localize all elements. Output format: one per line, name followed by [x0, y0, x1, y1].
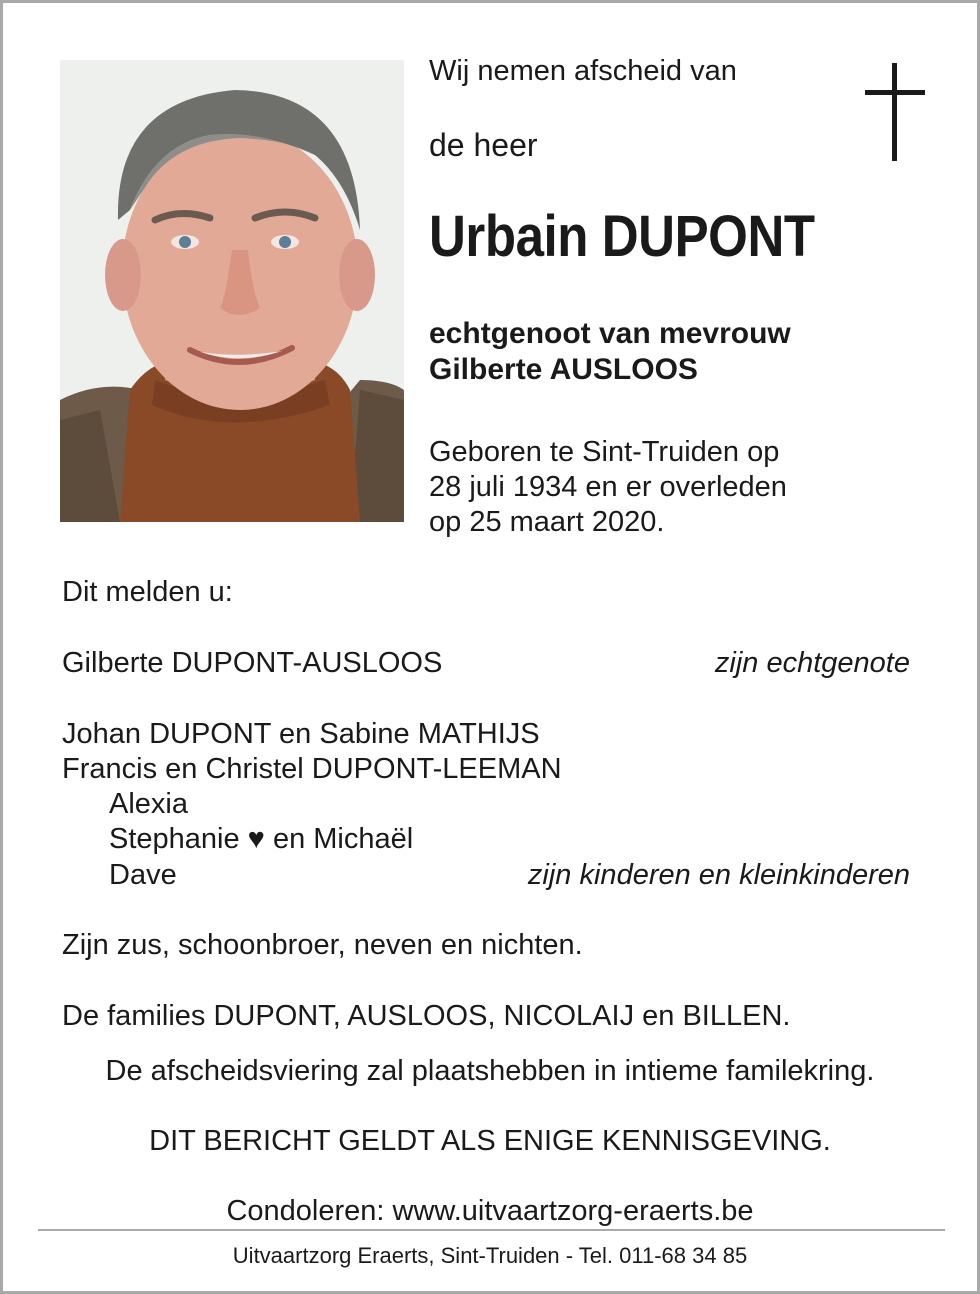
grandchild-3: Dave — [109, 859, 177, 891]
ceremony-line: De afscheidsviering zal plaatshebben in intieme familekring. — [105, 1055, 875, 1087]
honorific: de heer — [429, 127, 538, 163]
grandchild-1: Alexia — [109, 788, 188, 820]
footer-divider — [38, 1229, 945, 1231]
grandchild-2: Stephanie ♥ en Michaël — [109, 823, 414, 855]
deceased-name: Urbain DUPONT — [429, 204, 815, 269]
child-line-1: Johan DUPONT en Sabine MATHIJS — [62, 718, 540, 750]
portrait-photo — [60, 60, 404, 522]
cross-icon — [865, 63, 925, 161]
birth-line-2: 28 juli 1934 en er overleden — [429, 471, 787, 503]
siblings-line: Zijn zus, schoonbroer, neven en nichten. — [62, 929, 583, 961]
birth-line-1: Geboren te Sint-Truiden op — [429, 436, 780, 468]
child-line-2: Francis en Christel DUPONT-LEEMAN — [62, 753, 562, 785]
notice-line: DIT BERICHT GELDT ALS ENIGE KENNISGEVING. — [149, 1125, 831, 1157]
intro-text: Wij nemen afscheid van — [429, 55, 737, 87]
spouse-line-2: Gilberte AUSLOOS — [429, 353, 698, 386]
children-relation: zijn kinderen en kleinkinderen — [527, 859, 910, 891]
birth-death-block — [429, 435, 787, 540]
spouse-block — [429, 316, 791, 388]
wife-name: Gilberte DUPONT-AUSLOOS — [62, 647, 443, 679]
spouse-line-1: echtgenoot van mevrouw — [429, 317, 791, 350]
announce-text: Dit melden u: — [62, 576, 233, 608]
birth-line-3: op 25 maart 2020. — [429, 506, 665, 538]
wife-relation: zijn echtgenote — [714, 647, 910, 679]
families-line: De families DUPONT, AUSLOOS, NICOLAIJ en BILLEN. — [62, 1000, 791, 1032]
condolence-line: Condoleren: www.uitvaartzorg-eraerts.be — [226, 1195, 754, 1227]
footer-text: Uitvaartzorg Eraerts, Sint-Truiden - Tel. 011-68 34 85 — [232, 1243, 748, 1268]
